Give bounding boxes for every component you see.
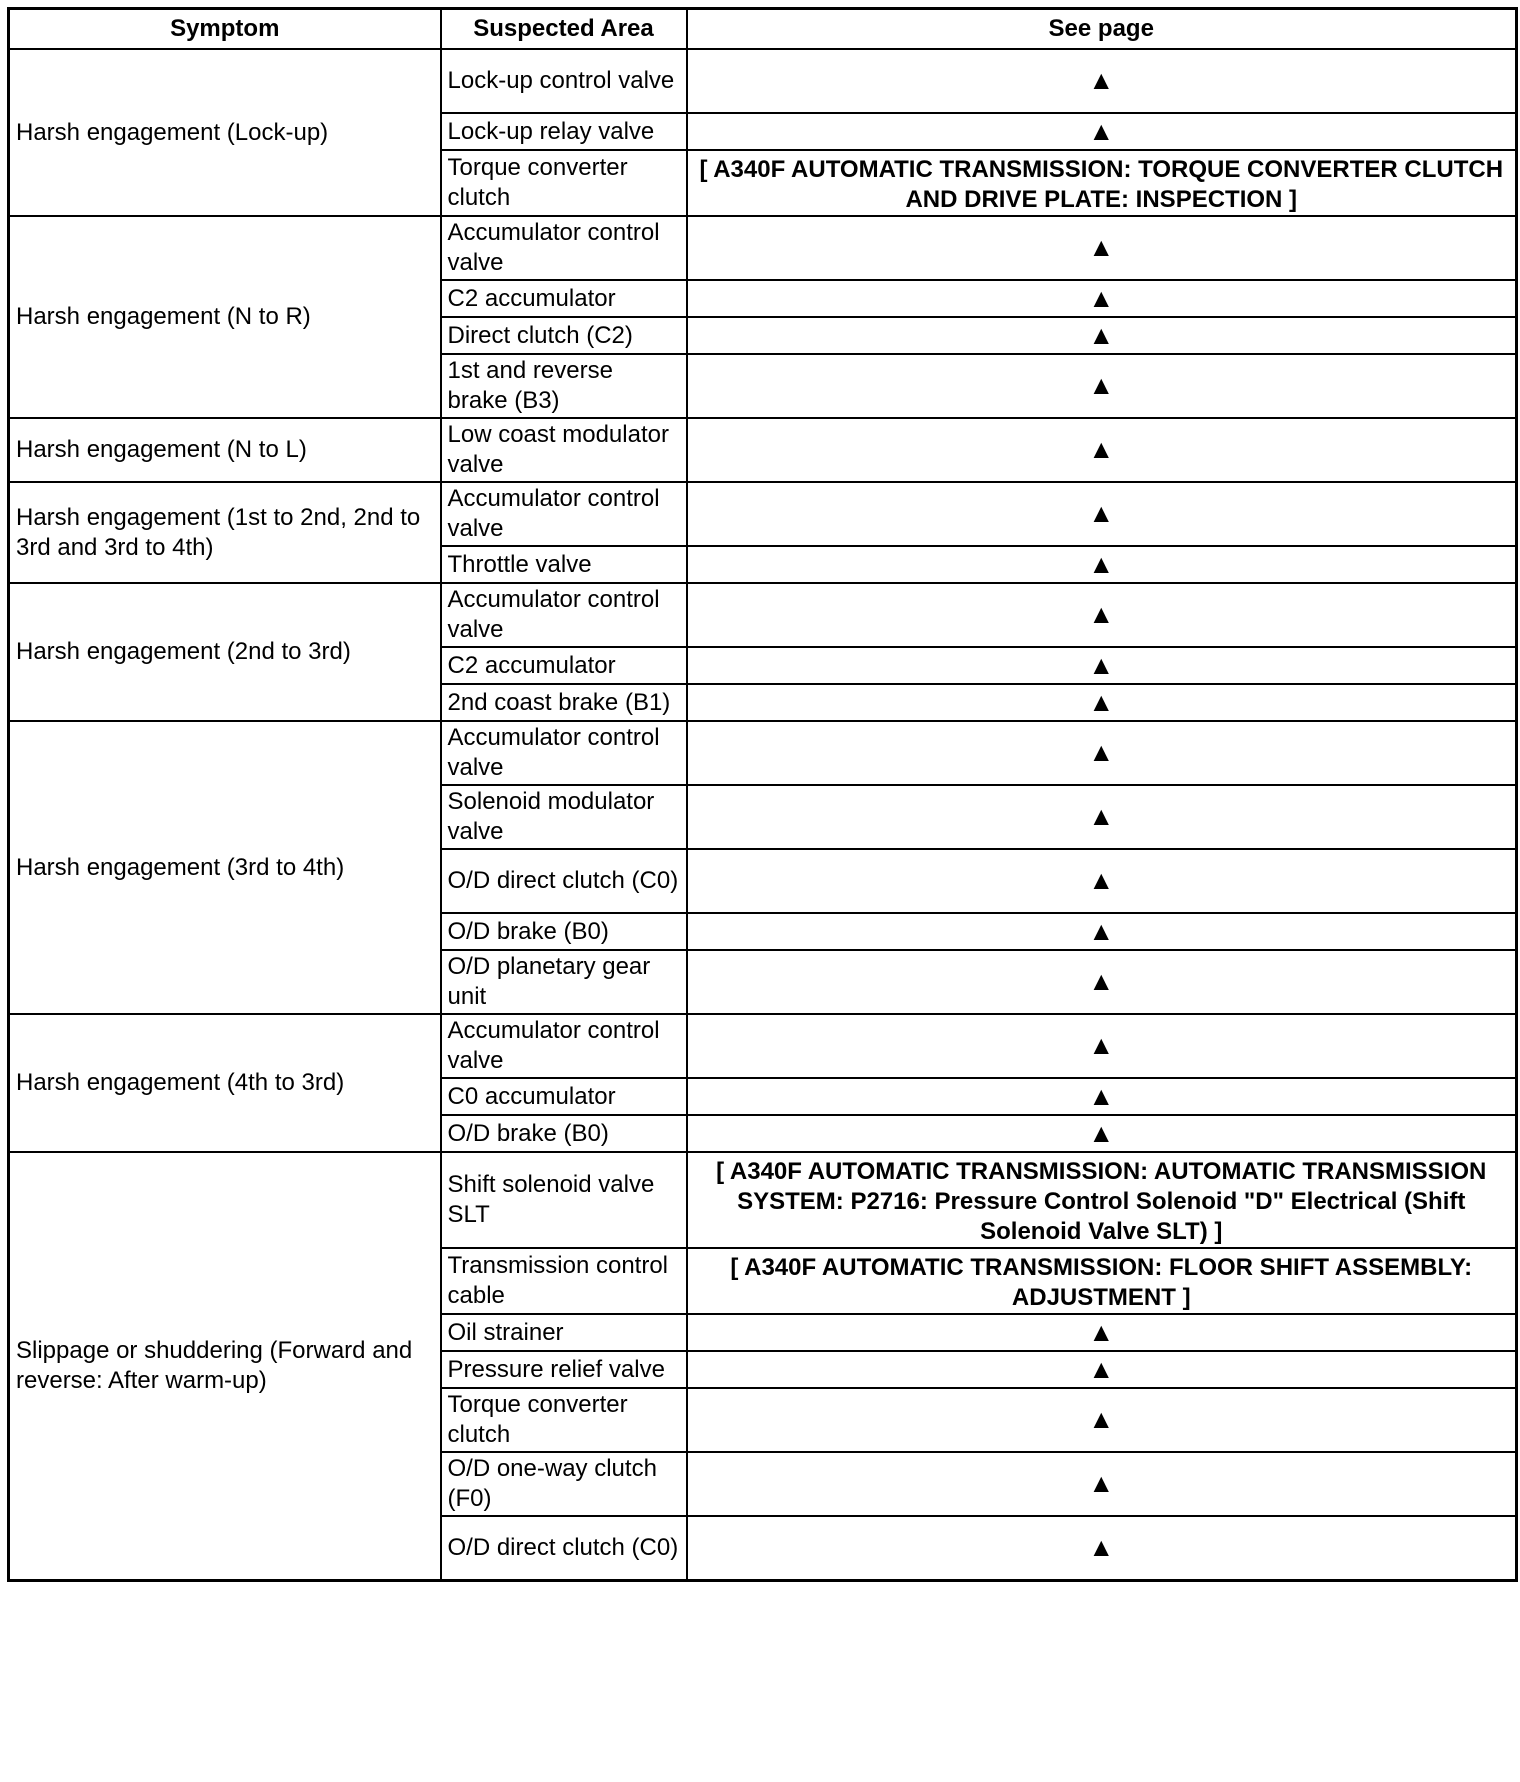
see-page-cell — [687, 280, 1517, 317]
symptom-cell: Harsh engagement (Lock-up) — [9, 49, 441, 216]
see-page-cell — [687, 1115, 1517, 1152]
see-page-cell — [687, 950, 1517, 1014]
triangle-icon: ▲ — [1088, 1404, 1115, 1434]
triangle-icon: ▲ — [1088, 1468, 1115, 1498]
triangle-icon: ▲ — [1088, 370, 1115, 400]
suspected-area-cell: Lock-up relay valve — [441, 113, 687, 150]
header-row — [9, 9, 1517, 50]
suspected-area-cell: O/D direct clutch (C0) — [441, 1516, 687, 1580]
triangle-icon: ▲ — [1088, 801, 1115, 831]
see-page-cell — [687, 647, 1517, 684]
see-page-cell — [687, 785, 1517, 849]
triangle-icon: ▲ — [1088, 65, 1115, 95]
see-page-cell — [687, 482, 1517, 546]
suspected-area-cell: Low coast modulator valve — [441, 418, 687, 482]
symptom-cell: Harsh engagement (2nd to 3rd) — [9, 583, 441, 721]
table-row — [9, 49, 1517, 113]
triangle-icon: ▲ — [1088, 1316, 1115, 1347]
suspected-area-cell: Accumulator control valve — [441, 482, 687, 546]
triangle-icon: ▲ — [1088, 915, 1115, 946]
suspected-area-cell: Lock-up control valve — [441, 49, 687, 113]
see-page-cell — [687, 684, 1517, 721]
see-page-cell — [687, 913, 1517, 950]
see-page-cell — [687, 1314, 1517, 1351]
suspected-area-cell: 2nd coast brake (B1) — [441, 684, 687, 721]
suspected-area-cell: Torque converter clutch — [441, 1388, 687, 1452]
suspected-area-cell: C2 accumulator — [441, 280, 687, 317]
triangle-icon: ▲ — [1088, 1030, 1115, 1060]
suspected-area-cell: Torque converter clutch — [441, 150, 687, 216]
triangle-icon: ▲ — [1088, 548, 1115, 579]
suspected-area-cell: Accumulator control valve — [441, 216, 687, 280]
symptom-cell: Harsh engagement (4th to 3rd) — [9, 1014, 441, 1152]
triangle-icon: ▲ — [1088, 115, 1115, 146]
table-row — [9, 418, 1517, 482]
suspected-area-cell: O/D brake (B0) — [441, 1115, 687, 1152]
suspected-area-cell: Solenoid modulator valve — [441, 785, 687, 849]
triangle-icon: ▲ — [1088, 232, 1115, 262]
suspected-area-cell: Shift solenoid valve SLT — [441, 1152, 687, 1248]
see-page-cell — [687, 216, 1517, 280]
table-row — [9, 1014, 1517, 1078]
table-row — [9, 482, 1517, 546]
see-page-cell — [687, 418, 1517, 482]
suspected-area-cell: O/D one-way clutch (F0) — [441, 1452, 687, 1516]
see-page-cell — [687, 49, 1517, 113]
symptom-cell: Slippage or shuddering (Forward and reverse: After warm-up) — [9, 1152, 441, 1580]
suspected-area-cell: O/D brake (B0) — [441, 913, 687, 950]
triangle-icon: ▲ — [1088, 434, 1115, 464]
see-page-cell — [687, 583, 1517, 647]
symptom-cell: Harsh engagement (N to R) — [9, 216, 441, 418]
suspected-area-cell: Accumulator control valve — [441, 583, 687, 647]
suspected-area-cell: Transmission control cable — [441, 1248, 687, 1314]
triangle-icon: ▲ — [1088, 737, 1115, 767]
suspected-area-cell: 1st and reverse brake (B3) — [441, 354, 687, 418]
table-row — [9, 216, 1517, 280]
see-page-cell — [687, 721, 1517, 785]
see-page-cell — [687, 1078, 1517, 1115]
see-page-reference[interactable]: [ A340F AUTOMATIC TRANSMISSION: FLOOR SHIFT ASSEMBLY: ADJUSTMENT ] — [687, 1248, 1517, 1314]
header-see-page: See page — [687, 9, 1517, 50]
triangle-icon: ▲ — [1088, 319, 1115, 350]
triangle-icon: ▲ — [1088, 966, 1115, 996]
see-page-reference[interactable]: [ A340F AUTOMATIC TRANSMISSION: AUTOMATIC TRANSMISSION SYSTEM: P2716: Pressure Control Solenoid "D" Electrical (Shift Solenoid Valve SLT) ] — [687, 1152, 1517, 1248]
suspected-area-cell: Pressure relief valve — [441, 1351, 687, 1388]
header-symptom: Symptom — [9, 9, 441, 50]
suspected-area-cell: Accumulator control valve — [441, 721, 687, 785]
suspected-area-cell: Direct clutch (C2) — [441, 317, 687, 354]
see-page-reference[interactable]: [ A340F AUTOMATIC TRANSMISSION: TORQUE CONVERTER CLUTCH AND DRIVE PLATE: INSPECTION ] — [687, 150, 1517, 216]
triangle-icon: ▲ — [1088, 498, 1115, 528]
table-row — [9, 721, 1517, 785]
table-row — [9, 583, 1517, 647]
suspected-area-cell: O/D direct clutch (C0) — [441, 849, 687, 913]
see-page-cell — [687, 317, 1517, 354]
see-page-cell — [687, 546, 1517, 583]
see-page-cell — [687, 354, 1517, 418]
triangle-icon: ▲ — [1088, 865, 1115, 895]
symptom-table — [7, 7, 1518, 1582]
triangle-icon: ▲ — [1088, 1353, 1115, 1384]
triangle-icon: ▲ — [1088, 1531, 1115, 1562]
see-page-cell — [687, 1351, 1517, 1388]
triangle-icon: ▲ — [1088, 686, 1115, 717]
table-body — [9, 49, 1517, 1580]
see-page-cell — [687, 1388, 1517, 1452]
triangle-icon: ▲ — [1088, 649, 1115, 680]
suspected-area-cell: C2 accumulator — [441, 647, 687, 684]
suspected-area-cell: Throttle valve — [441, 546, 687, 583]
suspected-area-cell: O/D planetary gear unit — [441, 950, 687, 1014]
symptom-cell: Harsh engagement (3rd to 4th) — [9, 721, 441, 1014]
triangle-icon: ▲ — [1088, 1080, 1115, 1111]
table-row — [9, 1152, 1517, 1248]
symptom-cell: Harsh engagement (N to L) — [9, 418, 441, 482]
symptom-cell: Harsh engagement (1st to 2nd, 2nd to 3rd and 3rd to 4th) — [9, 482, 441, 583]
see-page-cell — [687, 1014, 1517, 1078]
suspected-area-cell: Oil strainer — [441, 1314, 687, 1351]
header-suspected-area: Suspected Area — [441, 9, 687, 50]
suspected-area-cell: C0 accumulator — [441, 1078, 687, 1115]
triangle-icon: ▲ — [1088, 599, 1115, 629]
see-page-cell — [687, 113, 1517, 150]
suspected-area-cell: Accumulator control valve — [441, 1014, 687, 1078]
triangle-icon: ▲ — [1088, 1117, 1115, 1148]
see-page-cell — [687, 1516, 1517, 1580]
see-page-cell — [687, 849, 1517, 913]
triangle-icon: ▲ — [1088, 282, 1115, 313]
see-page-cell — [687, 1452, 1517, 1516]
